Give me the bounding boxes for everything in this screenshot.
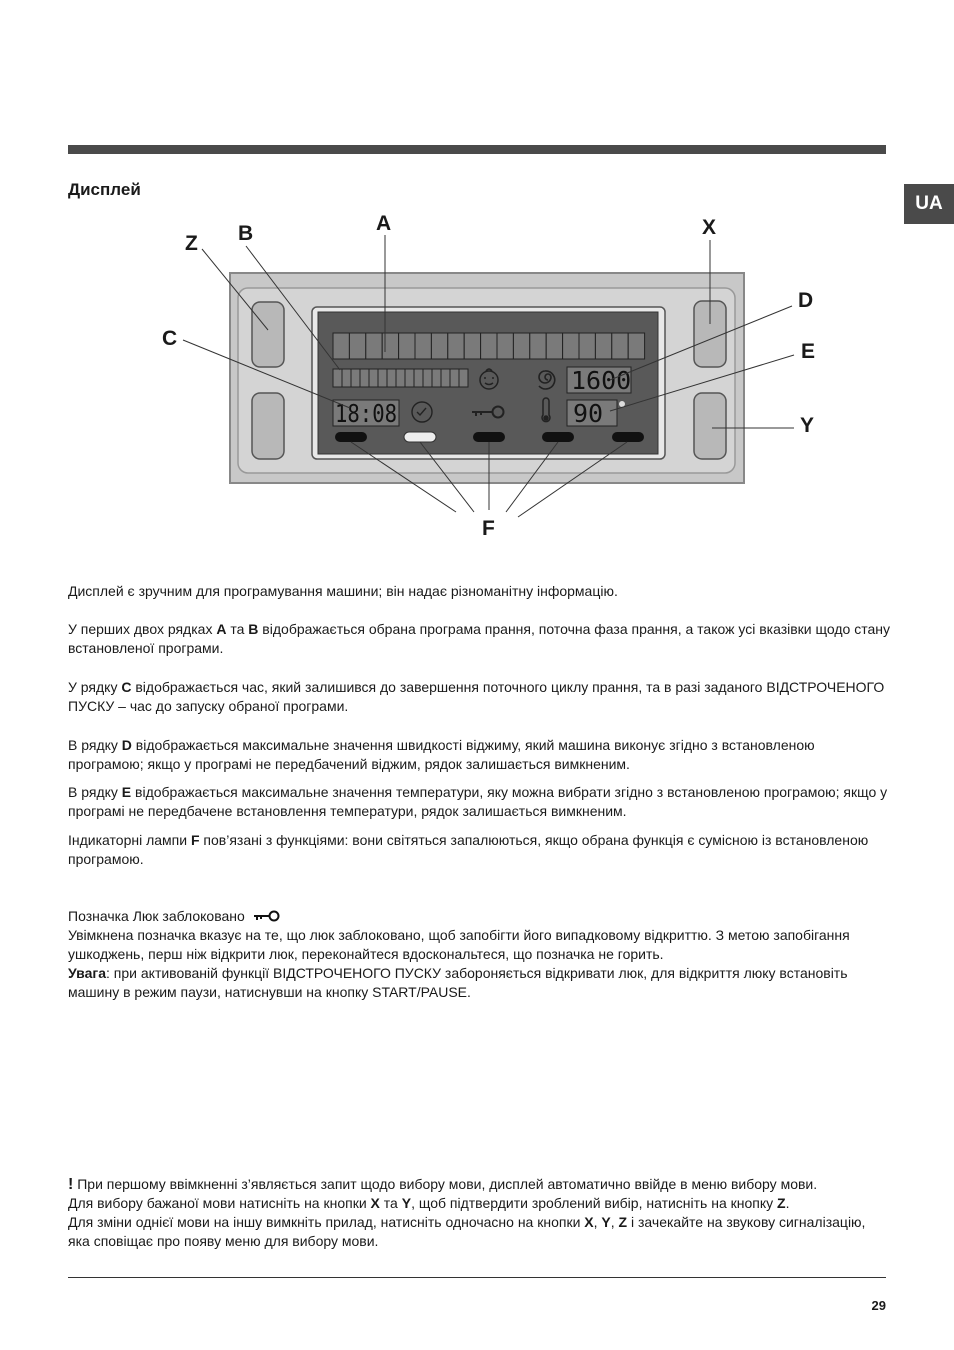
button-y xyxy=(694,393,726,459)
row-a-cell xyxy=(563,333,579,359)
language-tab-label: UA xyxy=(915,193,943,214)
row-a-cell xyxy=(349,333,365,359)
rows-ab-paragraph: У перших двох рядках A та B відображається обрана програма прання, поточна фаза прання, а також усі вказівки щодо стану встановленої програми. xyxy=(68,621,890,656)
language-note-line3: Для зміни однієї мови на іншу вимкніть прилад, натисніть одночасно на кнопки X, Y, Z і зачекайте на звукову сигналізацію, яка сповіщає про появу меню для вибору мови. xyxy=(68,1214,866,1249)
language-note-line2: Для вибору бажаної мови натисніть на кнопки X та Y, щоб підтвердити зроблений вибір, натисніть на кнопку Z. xyxy=(68,1195,790,1211)
row-b-cell xyxy=(351,369,360,387)
indicator-lamp-4 xyxy=(542,432,574,442)
row-b-cell xyxy=(333,369,342,387)
row-b-cell xyxy=(459,369,468,387)
row-a-cell xyxy=(513,333,529,359)
button-z xyxy=(252,302,284,367)
lock-note-body: Увімкнена позначка вказує на те, що люк заблоковано, щоб запобігти його випадковому відкриттю. З метою запобігання ушкоджень, перш ніж відкрити люк, переконайтеся вдоскональтеся, що позначка не горить. xyxy=(68,927,850,962)
row-b-cell xyxy=(441,369,450,387)
intro-paragraph: Дисплей є зручним для програмування машини; він надає різноманітну інформацію. xyxy=(68,583,618,599)
row-a-cell xyxy=(497,333,513,359)
temp-readout: 90 xyxy=(573,399,604,428)
row-a-cell xyxy=(448,333,464,359)
display-diagram xyxy=(0,200,954,550)
callout-c: C xyxy=(162,327,178,350)
row-a-cell xyxy=(595,333,611,359)
row-a-cell xyxy=(464,333,480,359)
time-readout: 18:08 xyxy=(335,399,397,428)
section-title: Дисплей xyxy=(68,180,141,199)
warning-mark: ! xyxy=(68,1176,74,1193)
lamps-f-paragraph: Індикаторні лампи F пов’язані з функціями: вони світяться запалюються, якщо обрана функція є сумісною із встановленою програмою. xyxy=(68,832,869,867)
row-a-cell xyxy=(628,333,644,359)
language-note-line1: ! При першому ввімкненні з’являється запит щодо вибору мови, дисплей автоматично ввійде в меню вибору мови. xyxy=(68,1176,818,1193)
lock-note-warning: Увага: при активованій функції ВІДСТРОЧЕНОГО ПУСКУ забороняється відкривати люк, для відкриття люку встановіть машину в режим паузи, натиснувши на кнопку START/PAUSE. xyxy=(68,965,848,1000)
bottom-rule xyxy=(68,1277,886,1278)
row-b-cell xyxy=(342,369,351,387)
degree-dot xyxy=(619,401,625,407)
row-b-cell xyxy=(423,369,432,387)
row-b-cell xyxy=(360,369,369,387)
indicator-lamp-3 xyxy=(473,432,505,442)
callout-d: D xyxy=(798,289,814,312)
indicator-lamp-1 xyxy=(335,432,367,442)
indicator-lamp-5 xyxy=(612,432,644,442)
button-left-lower xyxy=(252,393,284,459)
row-a-cell xyxy=(399,333,415,359)
row-b-cell xyxy=(450,369,459,387)
row-a-cell xyxy=(431,333,447,359)
callout-e: E xyxy=(801,340,816,363)
row-c-paragraph: У рядку C відображається час, який залишився до завершення поточного циклу прання, та в разі заданого ВІДСТРОЧЕНОГО ПУСКУ – час до запуску обраної програми. xyxy=(68,679,885,714)
callout-x: X xyxy=(702,216,717,239)
row-b-cell xyxy=(387,369,396,387)
indicator-lamp-2 xyxy=(404,432,436,442)
row-a-cell xyxy=(546,333,562,359)
callout-z: Z xyxy=(185,232,198,255)
row-e-paragraph: В рядку E відображається максимальне значення температури, яку можна вибрати згідно з встановленою програмою; якщо у програмі не передбачене встановлення температури, рядок залишається вимкненим. xyxy=(68,784,888,819)
language-note xyxy=(68,1175,890,1251)
row-b-cell xyxy=(369,369,378,387)
row-d-paragraph: В рядку D відображається максимальне значення швидкості віджиму, який машина виконує згідно з встановленою програмою; якщо у програмі не передбачений віджим, рядок залишається вимкненим. xyxy=(68,737,815,772)
callout-f: F xyxy=(482,517,495,540)
row-a-cells xyxy=(333,333,645,359)
lock-note-heading: Позначка Люк заблоковано xyxy=(68,907,890,926)
row-b-cell xyxy=(414,369,423,387)
row-b-cell xyxy=(432,369,441,387)
callout-a: A xyxy=(376,212,392,235)
row-b-cell xyxy=(396,369,405,387)
key-lock-icon xyxy=(253,910,281,922)
row-a-cell xyxy=(333,333,349,359)
row-a-cell xyxy=(530,333,546,359)
lock-note xyxy=(68,907,890,1002)
row-a-cell xyxy=(366,333,382,359)
row-a-cell xyxy=(481,333,497,359)
row-a-cell xyxy=(612,333,628,359)
callout-y: Y xyxy=(800,414,815,437)
row-a-cell xyxy=(579,333,595,359)
row-b-cells xyxy=(333,369,468,387)
row-b-cell xyxy=(378,369,387,387)
top-rule xyxy=(68,145,886,154)
callout-b: B xyxy=(238,222,254,245)
row-a-cell xyxy=(415,333,431,359)
row-b-cell xyxy=(405,369,414,387)
page-number: 29 xyxy=(871,1298,886,1313)
spin-readout: 1600 xyxy=(571,366,632,395)
